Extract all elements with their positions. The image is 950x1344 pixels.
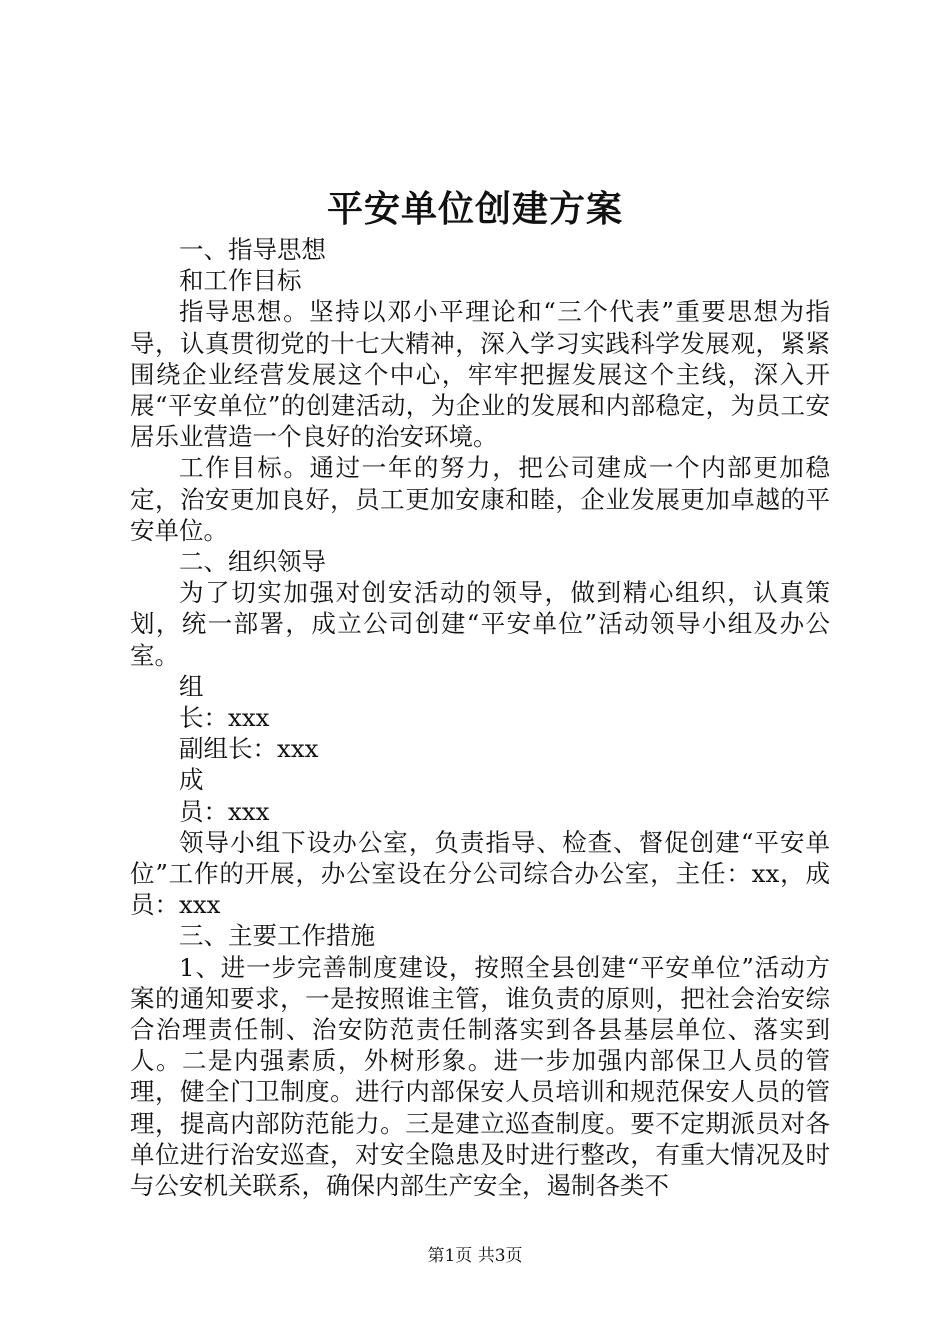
page-number-footer: 第1页 共3页 bbox=[427, 1246, 523, 1266]
body-paragraph: 指导思想。坚持以邓小平理论和“三个代表”重要思想为指导，认真贯彻党的十七大精神，深入学习实践科学发展观，紧紧围绕企业经营发展这个中心，牢牢把握发展这个主线，深入开展“平安单位”的创建活动，为企业的发展和内部稳定，为员工安居乐业营造一个良好的治安环境。 bbox=[130, 297, 830, 452]
body-paragraph: 工作目标。通过一年的努力，把公司建成一个内部更加稳定，治安更加良好，员工更加安康和睦，企业发展更加卓越的平安单位。 bbox=[130, 453, 830, 545]
document-body bbox=[130, 234, 830, 1201]
body-paragraph: 为了切实加强对创安活动的领导，做到精心组织，认真策划，统一部署，成立公司创建“平安单位”活动领导小组及办公室。 bbox=[130, 578, 830, 670]
body-paragraph: 领导小组下设办公室，负责指导、检查、督促创建“平安单位”工作的开展，办公室设在分公司综合办公室，主任：xx，成员：xxx bbox=[130, 827, 830, 920]
body-paragraph: 1、进一步完善制度建设，按照全县创建“平安单位”活动方案的通知要求，一是按照谁主管，谁负责的原则，把社会治安综合治理责任制、治安防范责任制落实到各县基层单位、落实到人。二是内强素质，外树形象。进一步加强内部保卫人员的管理，健全门卫制度。进行内部保安人员培训和规范保安人员的管理，提高内部防范能力。三是建立巡查制度。要不定期派员对各单位进行治安巡查，对安全隐患及时进行整改，有重大情况及时与公安机关联系，确保内部生产安全，遏制各类不 bbox=[130, 952, 830, 1201]
section-heading: 一、指导思想 bbox=[179, 235, 326, 264]
roster-line: 员：xxx bbox=[179, 796, 270, 826]
document-title: 平安单位创建方案 bbox=[326, 188, 623, 230]
section-heading: 二、组织领导 bbox=[179, 547, 326, 577]
roster-line: 长：xxx bbox=[179, 703, 270, 733]
roster-line: 组 bbox=[179, 671, 204, 701]
roster-line: 副组长：xxx bbox=[179, 734, 319, 764]
roster-line: 成 bbox=[179, 765, 204, 795]
section-heading: 三、主要工作措施 bbox=[179, 921, 375, 951]
section-heading-continued: 和工作目标 bbox=[179, 266, 302, 296]
